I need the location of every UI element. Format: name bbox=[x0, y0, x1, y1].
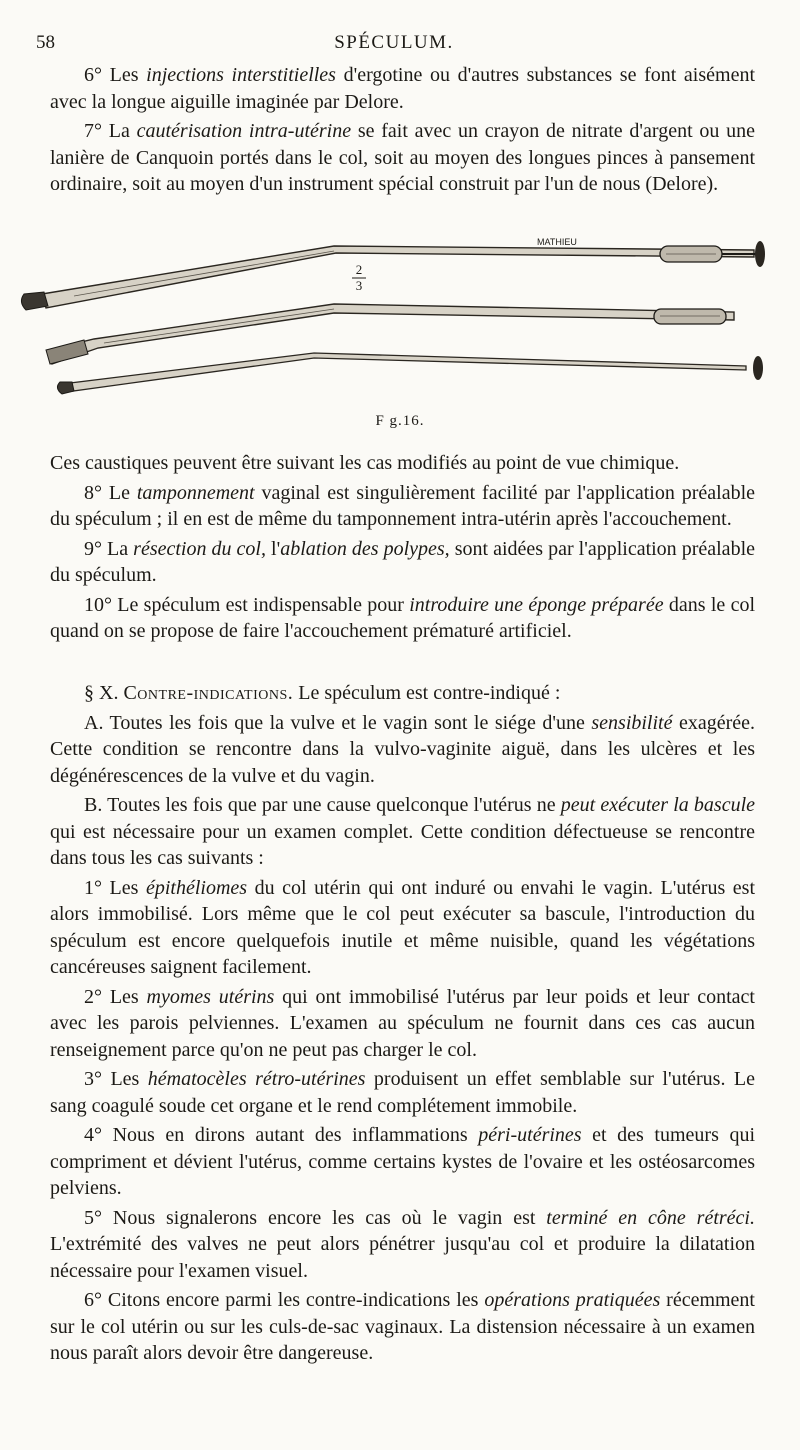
instrument-engraving bbox=[14, 232, 786, 412]
paragraph-caustiques: Ces caustiques peuvent être suivant les cas modifiés au point de vue chimique. bbox=[50, 452, 680, 474]
scale-denominator: 3 bbox=[355, 278, 363, 293]
contra-item-2: 2° Les myomes utérins qui ont immobilisé l'utérus par leur poids et leur contact avec les parois pelviennes. L'examen au spéculum ne fournit dans ces cas aucun renseignement parce qu'on ne peut pas charger le col. bbox=[50, 985, 755, 1061]
contra-item-1: 1° Les épithéliomes du col utérin qui ont induré ou envahi le vagin. L'utérus est alors immobilisé. Lors même que le col peut exécuter sa bascule, l'introduction du spéculum est encore quelquefois inutile et même nuisible, quand les végétations cancéreuses saignent facilement. bbox=[50, 876, 755, 978]
middle-text bbox=[50, 450, 755, 648]
figure-instruments bbox=[14, 232, 786, 432]
page-number: 58 bbox=[36, 32, 55, 53]
maker-label: MATHIEU bbox=[537, 237, 577, 247]
contra-indications-section bbox=[50, 680, 755, 1370]
contra-item-5: 5° Nous signalerons encore les cas où le vagin est terminé en cône rétréci. L'extrémité des valves ne peut alors pénétrer jusqu'au col et produire la dilatation nécessaire pour l'examen visuel. bbox=[50, 1206, 755, 1282]
top-text bbox=[50, 62, 755, 201]
contra-item-4: 4° Nous en dirons autant des inflammations péri-utérines et des tumeurs qui compriment et dévient l'utérus, comme certains kystes de l'ovaire et les ostéosarcomes pelviens. bbox=[50, 1124, 755, 1199]
figure-caption: F g.16. bbox=[375, 413, 425, 429]
section-heading: § X. Contre-indications. Le spéculum est contre-indiqué : bbox=[84, 682, 561, 704]
paragraph-item-9: 9° La résection du col, l'ablation des polypes, sont aidées par l'application préalable du spéculum. bbox=[50, 537, 755, 586]
paragraph-item-7: 7° La cautérisation intra-utérine se fait avec un crayon de nitrate d'argent ou une lanière de Canquoin portés dans le col, soit au moyen des longues pinces à pansement ordinaire, soit au moyen d'un instrument spécial construit par l'un de nous (Delore). bbox=[50, 120, 756, 195]
cautery-stylet-instrument bbox=[57, 353, 763, 394]
paragraph-a: A. Toutes les fois que la vulve et le vagin sont le siége d'une sensibilité exagérée. Cette condition se rencontre dans la vulvo-vaginite aiguë, dans les ulcères et les dégénérescences de la vulve et du vagin. bbox=[50, 711, 756, 787]
page-header bbox=[36, 32, 752, 58]
scale-numerator: 2 bbox=[355, 262, 363, 277]
contra-item-6: 6° Citons encore parmi les contre-indications les opérations pratiquées récemment sur le col utérin ou sur les culs-de-sac vaginaux. La distension nécessaire à un examen nous paraît alors devoir être dangereuse. bbox=[50, 1289, 755, 1364]
running-title: SPÉCULUM. bbox=[334, 32, 454, 53]
paragraph-item-6: 6° Les injections interstitielles d'ergotine ou d'autres substances se font aisément avec la longue aiguille imaginée par Delore. bbox=[50, 64, 756, 113]
cauterization-holder-instrument bbox=[21, 241, 765, 310]
paragraph-b: B. Toutes les fois que par une cause quelconque l'utérus ne peut exécuter la bascule qui est nécessaire pour un examen complet. Cette condition défectueuse se rencontre dans tous les cas suivants : bbox=[50, 794, 756, 869]
paragraph-item-10: 10° Le spéculum est indispensable pour introduire une éponge préparée dans le col quand on se propose de faire l'accouchement prématuré artificiel. bbox=[50, 593, 755, 642]
paragraph-item-8: 8° Le tamponnement vaginal est singulièrement facilité par l'application préalable du spéculum ; il en est de même du tamponnement intra-utérin après l'accouchement. bbox=[50, 481, 756, 530]
contra-item-3: 3° Les hématocèles rétro-utérines produisent un effet semblable sur l'utérus. Le sang coagulé soude cet organe et le rend complétement immobile. bbox=[50, 1068, 755, 1117]
